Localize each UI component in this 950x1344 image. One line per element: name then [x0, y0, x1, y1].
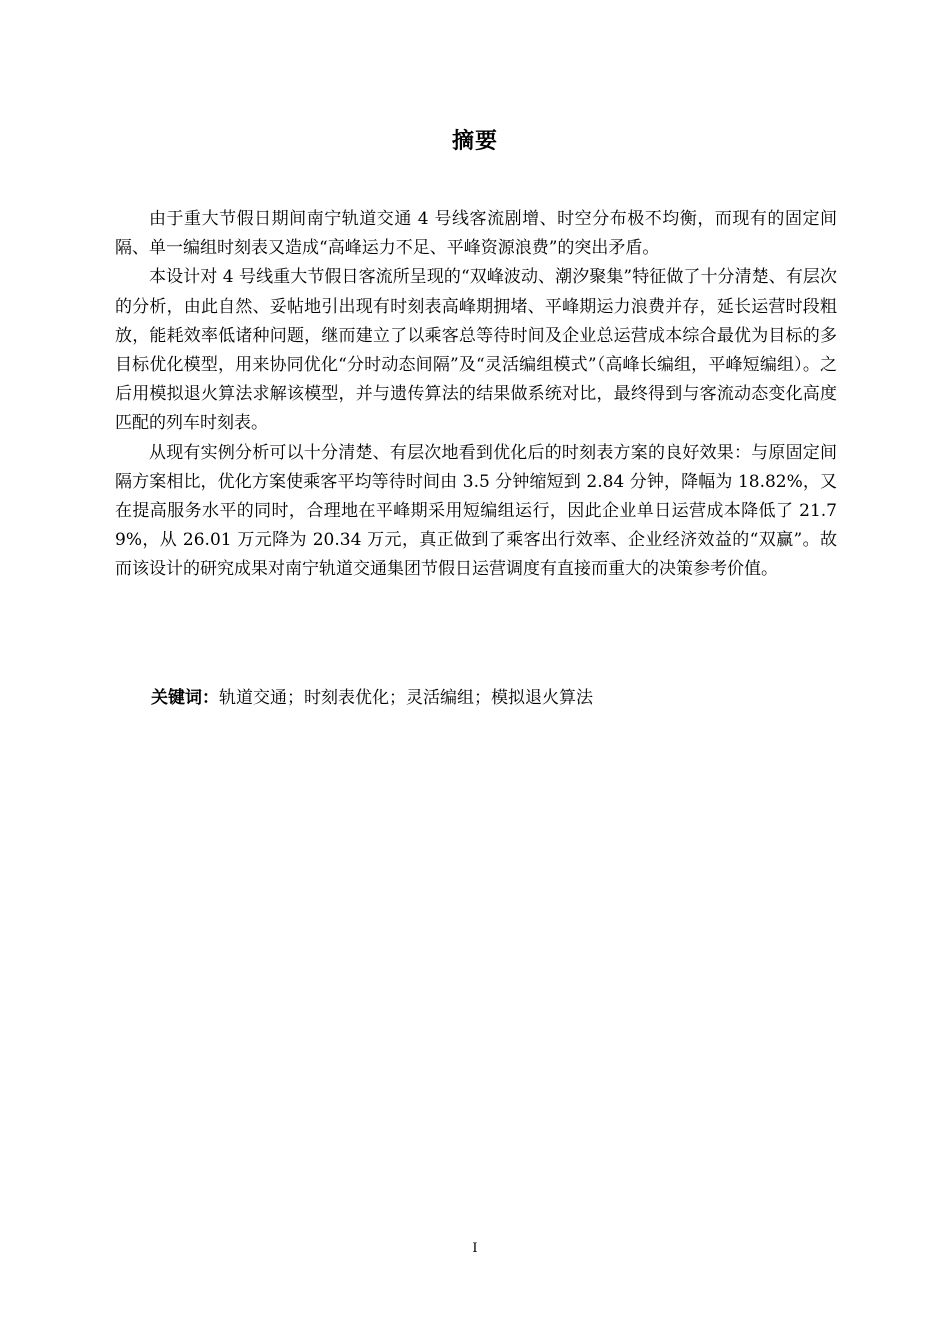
- keywords-label: 关键词：: [151, 688, 219, 708]
- keywords-line: [151, 684, 851, 713]
- abstract-paragraph-2: 本设计对 4 号线重大节假日客流所呈现的“双峰波动、潮汐聚集”特征做了十分清楚、有层次的分析，由此自然、妥帖地引出现有时刻表高峰期拥堵、平峰期运力浪费并存，延长运营时段粗放，能耗效率低诸种问题，继而建立了以乘客总等待时间及企业总运营成本综合最优为目标的多目标优化模型，用来协同优化“分时动态间隔”及“灵活编组模式”（高峰长编组，平峰短编组）。之后用模拟退火算法求解该模型，并与遗传算法的结果做系统对比，最终得到与客流动态变化高度匹配的列车时刻表。: [115, 267, 837, 434]
- page-title: 摘要: [451, 129, 498, 154]
- abstract-paragraph-3: 从现有实例分析可以十分清楚、有层次地看到优化后的时刻表方案的良好效果：与原固定间隔方案相比，优化方案使乘客平均等待时间由 3.5 分钟缩短到 2.84 分钟，降幅为 18.82%，又在提高服务水平的同时，合理地在平峰期采用短编组运行，因此企业单日运营成本降低了 21.79%，从 26.01 万元降为 20.34 万元，真正做到了乘客出行效率、企业经济效益的“双赢”。故而该设计的研究成果对南宁轨道交通集团节假日运营调度有直接而重大的决策参考价值。: [115, 442, 837, 580]
- keywords-text: 轨道交通；时刻表优化；灵活编组；模拟退火算法: [219, 688, 593, 708]
- page-number: I: [472, 1241, 478, 1256]
- abstract-body: [115, 205, 837, 585]
- abstract-paragraph-1: 由于重大节假日期间南宁轨道交通 4 号线客流剧增、时空分布极不均衡，而现有的固定间隔、单一编组时刻表又造成“高峰运力不足、平峰资源浪费”的突出矛盾。: [115, 209, 837, 259]
